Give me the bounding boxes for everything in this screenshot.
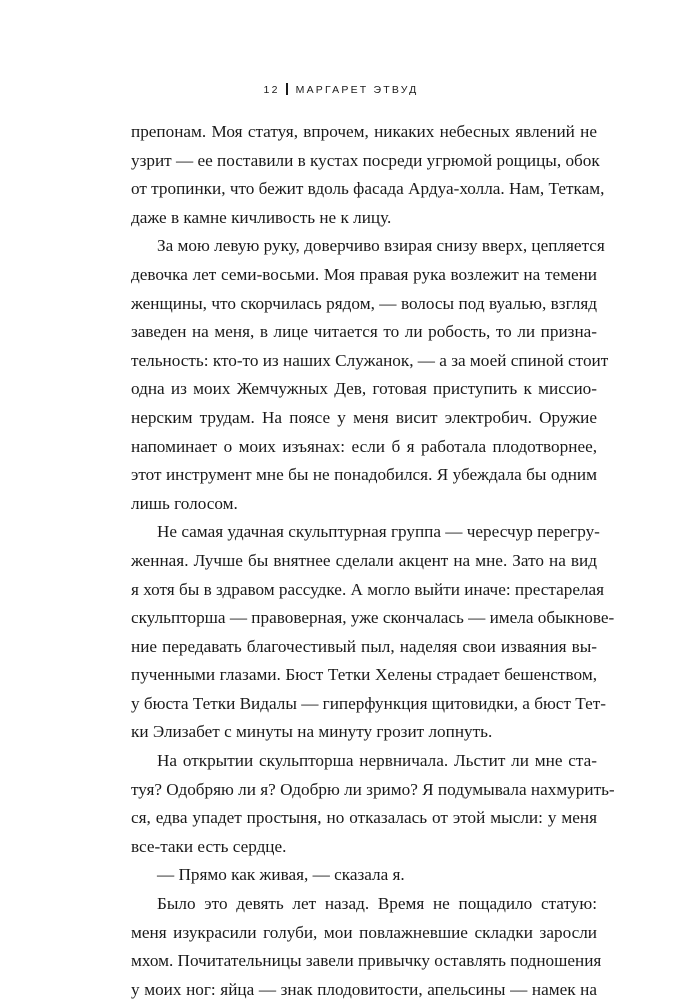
paragraph xyxy=(131,232,609,518)
text-line: заведен на меня, в лице читается то ли робость, то ли призна- xyxy=(131,322,597,342)
text-line: нерским трудам. На поясе у меня висит электробич. Оружие xyxy=(131,407,597,427)
text-line: Не самая удачная скульптурная группа — чересчур перегру- xyxy=(157,522,600,542)
text-line: у бюста Тетки Видалы — гиперфункция щитовидки, а бюст Тет- xyxy=(131,693,606,713)
text-line: препонам. Моя статуя, впрочем, никаких небесных явлений не xyxy=(131,122,597,141)
text-line: На открытии скульпторша нервничала. Льстит ли мне ста- xyxy=(157,751,597,771)
text-line: За мою левую руку, доверчиво взирая снизу вверх, цепляется xyxy=(157,236,605,256)
page-number: 12 xyxy=(263,84,280,96)
text-line: туя? Одобряю ли я? Одобрю ли зримо? Я подумывала нахмурить- xyxy=(131,779,615,799)
body-text xyxy=(131,118,615,1004)
text-line: девочка лет семи-восьми. Моя правая рука возлежит на темени xyxy=(131,264,597,284)
paragraph xyxy=(131,747,615,861)
text-line: я хотя бы в здравом рассудке. А могло выйти иначе: престарелая xyxy=(131,579,605,599)
paragraph xyxy=(131,118,605,232)
text-line: женная. Лучше бы внятнее сделали акцент на мне. Зато на вид xyxy=(131,550,597,570)
header-separator xyxy=(286,83,288,95)
text-line: ки Элизабет с минуты на минуту грозит лопнуть. xyxy=(131,722,493,742)
author-name: МАРГАРЕТ ЭТВУД xyxy=(295,84,419,96)
text-line: одна из моих Жемчужных Дев, готовая приступить к миссио- xyxy=(131,379,597,399)
running-head xyxy=(0,83,682,96)
text-line: лишь голосом. xyxy=(131,493,238,513)
text-line: от тропинки, что бежит вдоль фасада Ардуа-холла. Нам, Теткам, xyxy=(131,179,605,199)
text-line: все-таки есть сердце. xyxy=(131,836,287,856)
text-line: ние передавать благочестивый пыл, наделяя свои изваяния вы- xyxy=(131,636,597,656)
text-line: тельность: кто-то из наших Служанок, — а за моей спиной стоит xyxy=(131,350,609,370)
text-line: меня изукрасили голуби, мои повлажневшие складки заросли xyxy=(131,922,597,942)
paragraph xyxy=(131,861,597,890)
text-line: даже в камне кичливость не к лицу. xyxy=(131,207,392,227)
text-line: ся, едва упадет простыня, но отказалась от этой мысли: у меня xyxy=(131,808,597,828)
text-line: мхом. Почитательницы завели привычку оставлять подношения xyxy=(131,951,602,971)
paragraph xyxy=(131,890,602,1004)
text-line: женщины, что скорчилась рядом, — волосы под вуалью, взгляд xyxy=(131,293,597,313)
text-line: пученными глазами. Бюст Тетки Хелены страдает бешенством, xyxy=(131,665,597,685)
text-line: напоминает о моих изъянах: если б я работала плодотворнее, xyxy=(131,436,597,456)
text-line: у моих ног: яйца — знак плодовитости, апельсины — намек на xyxy=(131,979,597,999)
paragraph xyxy=(131,518,615,747)
text-line: скульпторша — правоверная, уже скончалась — имела обыкнове- xyxy=(131,608,615,628)
text-line: Было это девять лет назад. Время не пощадило статую: xyxy=(157,894,597,914)
text-line: этот инструмент мне бы не понадобился. Я убеждала бы одним xyxy=(131,465,597,485)
text-line: узрит — ее поставили в кустах посреди угрюмой рощицы, обок xyxy=(131,150,600,170)
text-line: — Прямо как живая, — сказала я. xyxy=(157,865,405,885)
